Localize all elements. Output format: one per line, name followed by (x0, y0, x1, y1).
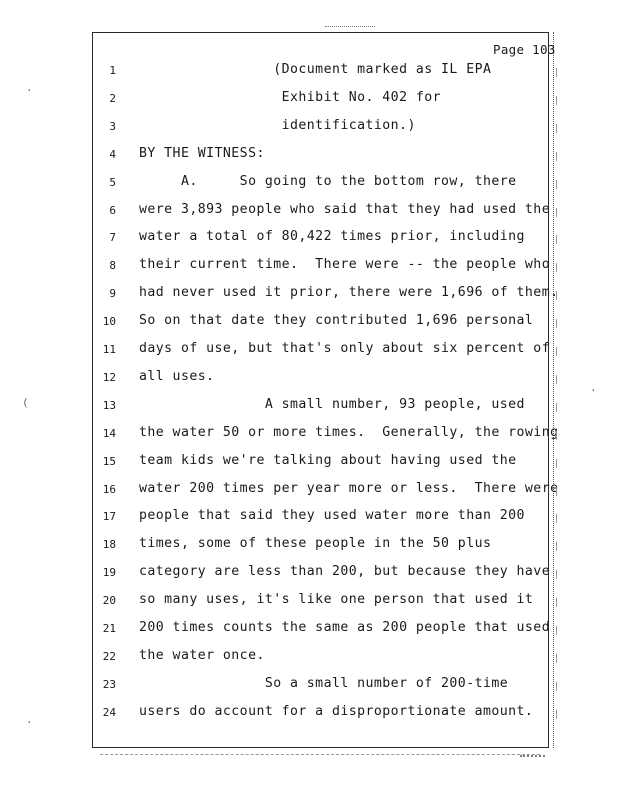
margin-tick (556, 291, 560, 300)
transcript-line (0, 396, 618, 421)
scan-artifact-bottom (520, 755, 545, 757)
line-text: the water 50 or more times. Generally, the rowing (139, 424, 559, 440)
line-number: 13 (102, 398, 116, 412)
page-number: Page 103 (493, 42, 556, 57)
margin-tick (556, 403, 560, 412)
line-text: Exhibit No. 402 for (139, 89, 442, 105)
line-number: 11 (102, 343, 116, 356)
line-number: 18 (102, 538, 116, 552)
line-number: 12 (102, 370, 116, 384)
transcript-line (0, 343, 618, 365)
scan-artifact-mark: · (26, 84, 33, 97)
line-text: people that said they used water more than 200 (139, 508, 525, 524)
line-text: category are less than 200, but because they have (139, 564, 551, 580)
line-number: 15 (102, 454, 116, 468)
line-text: (Document marked as IL EPA (139, 62, 492, 77)
line-text: the water once. (139, 647, 265, 663)
line-text: water a total of 80,422 times prior, including (139, 229, 525, 245)
transcript-line (0, 424, 618, 449)
transcript-line (0, 566, 618, 588)
line-number: 1 (109, 64, 116, 77)
margin-tick (556, 542, 560, 551)
transcript-line (0, 287, 618, 309)
transcript-line (0, 594, 618, 616)
line-text: A small number, 93 people, used (139, 396, 525, 412)
line-text: A. So going to the bottom row, there (139, 173, 517, 189)
line-text: all uses. (139, 368, 215, 384)
line-number: 22 (102, 649, 116, 663)
line-number: 17 (102, 510, 116, 524)
transcript-line (0, 315, 618, 337)
transcript-line (0, 145, 618, 170)
line-number: 21 (102, 622, 116, 635)
margin-tick (556, 682, 560, 691)
scan-artifact-top (325, 26, 375, 29)
transcript-line (0, 173, 618, 198)
transcript-line (0, 117, 618, 142)
scan-artifact-bottom (100, 754, 540, 755)
line-text: water 200 times per year more or less. There were (139, 480, 559, 496)
line-number: 8 (109, 259, 116, 273)
transcript-line (0, 675, 618, 700)
margin-tick (556, 570, 560, 579)
line-text: were 3,893 people who said that they had used the (139, 201, 551, 217)
margin-tick (556, 319, 560, 328)
margin-tick (556, 710, 560, 719)
transcript-line (0, 622, 618, 644)
margin-tick (556, 514, 560, 523)
margin-tick (556, 68, 560, 77)
line-number: 10 (102, 315, 116, 329)
transcript-line (0, 64, 618, 86)
line-number: 5 (109, 175, 116, 189)
margin-tick (556, 235, 560, 244)
margin-tick (556, 626, 560, 635)
line-number: 2 (109, 91, 116, 105)
transcript-line (0, 703, 618, 728)
transcript-line (0, 480, 618, 505)
line-number: 16 (102, 482, 116, 496)
margin-tick (556, 431, 560, 440)
margin-tick (556, 124, 560, 133)
line-text: so many uses, it's like one person that used it (139, 592, 534, 608)
transcript-line (0, 259, 618, 281)
line-number: 3 (109, 119, 116, 133)
transcript-line (0, 647, 618, 672)
line-number: 14 (102, 426, 116, 440)
line-text: 200 times counts the same as 200 people that used (139, 620, 551, 635)
line-text: BY THE WITNESS: (139, 145, 265, 161)
transcript-line (0, 368, 618, 393)
margin-tick (556, 459, 560, 468)
scan-artifact-mark: · (590, 384, 597, 397)
line-number: 23 (102, 677, 116, 691)
margin-tick (556, 152, 560, 161)
margin-tick (556, 654, 560, 663)
line-number: 4 (109, 147, 116, 161)
line-text: times, some of these people in the 50 plus (139, 536, 492, 552)
transcript-line (0, 538, 618, 560)
scan-artifact-mark: ( (22, 396, 29, 409)
margin-tick (556, 598, 560, 607)
line-number: 9 (109, 287, 116, 301)
transcript-line (0, 452, 618, 477)
margin-tick (556, 96, 560, 105)
line-number: 24 (102, 705, 116, 719)
scan-artifact-mark: · (26, 716, 33, 729)
margin-tick (556, 487, 560, 496)
transcript-line (0, 510, 618, 532)
line-text: their current time. There were -- the people who (139, 257, 551, 273)
transcript-line (0, 89, 618, 114)
margin-tick (556, 180, 560, 189)
line-number: 20 (102, 594, 116, 608)
margin-tick (556, 347, 560, 356)
margin-tick (556, 375, 560, 384)
margin-tick (556, 208, 560, 217)
line-text: identification.) (139, 117, 416, 133)
line-number: 6 (109, 203, 116, 217)
line-text: So on that date they contributed 1,696 personal (139, 313, 534, 329)
line-text: users do account for a disproportionate amount. (139, 703, 534, 719)
transcript-line (0, 201, 618, 226)
line-text: team kids we're talking about having used the (139, 452, 517, 468)
line-text: So a small number of 200-time (139, 675, 509, 691)
line-number: 7 (109, 231, 116, 245)
line-text: days of use, but that's only about six percent of (139, 341, 551, 356)
margin-tick (556, 263, 560, 272)
transcript-line (0, 231, 618, 253)
line-number: 19 (102, 566, 116, 580)
line-text: had never used it prior, there were 1,696 of them. (139, 285, 559, 301)
